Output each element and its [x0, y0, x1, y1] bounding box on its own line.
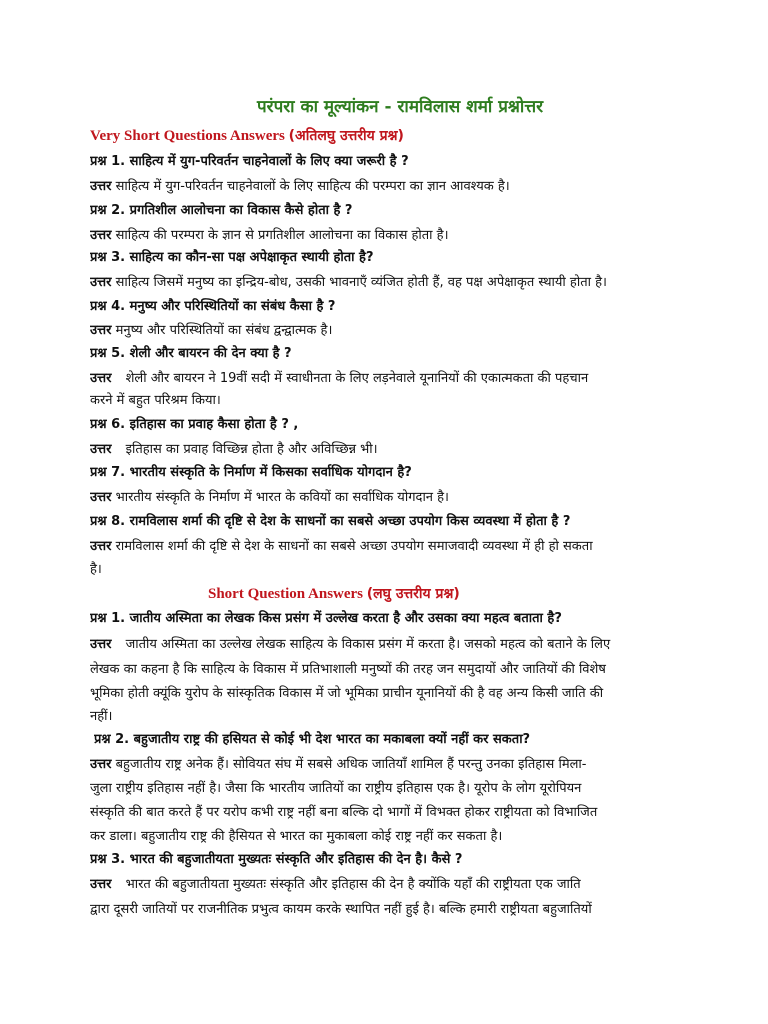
answer-vs-1: [90, 175, 690, 199]
answer-label: उत्तर: [90, 275, 112, 290]
answer-text: मनुष्य और परिस्थितियों का संबंध द्वन्द्वात्मक है।: [115, 323, 333, 338]
answer-text: साहित्य जिसमें मनुष्य का इन्द्रिय-बोध, उसकी भावनाएँ व्यंजित होती हैं, वह पक्ष अपेक्षाकृत स्थायी होता है।: [115, 275, 607, 290]
question-vs-1: प्रश्न 1. साहित्य में युग-परिवर्तन चाहनेवालों के लिए क्या जरूरी है ?: [90, 154, 409, 169]
section-heading-hindi: (अतिलघु उत्तरीय प्रश्न): [288, 128, 404, 144]
answer-vs-2: [90, 224, 690, 248]
question-vs-3: प्रश्न 3. साहित्य का कौन-सा पक्ष अपेक्षाकृत स्थायी होता है?: [90, 250, 374, 265]
question-vs-6: प्रश्न 6. इतिहास का प्रवाह कैसा होता है ? ,: [90, 417, 299, 432]
section-heading-english: Very Short Questions Answers: [90, 128, 289, 144]
answer-s-2-cont-3: कर डाला। बहुजातीय राष्ट्र की हैसियत से भारत का मुकाबला कोई राष्ट्र नहीं कर सकता है।: [90, 829, 503, 844]
answer-text: इतिहास का प्रवाह विच्छिन्न होता है और अविच्छिन्न भी।: [125, 442, 378, 457]
section-heading-short: [208, 582, 460, 606]
answer-label: उत्तर: [90, 228, 112, 243]
answer-vs-5: [90, 367, 690, 391]
answer-vs-8: [90, 535, 690, 559]
answer-s-1-cont-2: भूमिका होती क्यूंकि युरोप के सांस्कृतिक विकास में जो भूमिका प्राचीन यूनानियों की है वह अन्य किसी जाति की: [90, 686, 604, 701]
answer-label: उत्तर: [90, 179, 112, 194]
answer-s-2-cont-1: जुला राष्ट्रीय इतिहास नहीं है। जैसा कि भारतीय जातियों का राष्ट्रीय इतिहास एक है। यूरोप के लोग यूरोपियन: [90, 781, 582, 796]
question-s-3: प्रश्न 3. भारत की बहुजातीयता मुख्यतः संस्कृति और इतिहास की देन है। कैसे ?: [90, 852, 463, 867]
answer-text: भारत की बहुजातीयता मुख्यतः संस्कृति और इतिहास की देन है क्योंकि यहाँ की राष्ट्रीयता एक जाति: [125, 877, 581, 892]
answer-vs-5-cont: करने में बहुत परिश्रम किया।: [90, 393, 221, 408]
section-heading-hindi: (लघु उत्तरीय प्रश्न): [366, 586, 460, 602]
question-vs-7: प्रश्न 7. भारतीय संस्कृति के निर्माण में किसका सर्वाधिक योगदान है?: [90, 465, 412, 480]
answer-text: रामविलास शर्मा की दृष्टि से देश के साधनों का सबसे अच्छा उपयोग समाजवादी व्यवस्था में ही हो सकता: [115, 539, 593, 554]
page-title: परंपरा का मूल्यांकन - रामविलास शर्मा प्रश्नोत्तर: [256, 97, 544, 117]
answer-label: उत्तर: [90, 539, 112, 554]
answer-label: उत्तर: [90, 323, 112, 338]
answer-text: भारतीय संस्कृति के निर्माण में भारत के कवियों का सर्वाधिक योगदान है।: [115, 490, 449, 505]
answer-vs-8-cont: है।: [90, 562, 102, 577]
answer-text: साहित्य की परम्परा के ज्ञान से प्रगतिशील आलोचना का विकास होता है।: [115, 228, 449, 243]
answer-vs-7: [90, 486, 690, 510]
answer-s-3: [90, 873, 690, 897]
answer-text: शेली और बायरन ने 19वीं सदी में स्वाधीनता के लिए लड़नेवाले यूनानियों की एकात्मकता की पहचान: [125, 371, 589, 386]
answer-s-1-cont-1: लेखक का कहना है कि साहित्य के विकास में प्रतिभाशाली मनुष्यों की तरह जन समुदायों और जातियों की विशेष: [90, 662, 606, 677]
question-vs-5: प्रश्न 5. शेली और बायरन की देन क्या है ?: [90, 346, 292, 361]
question-vs-4: प्रश्न 4. मनुष्य और परिस्थितियों का संबंध कैसा है ?: [90, 299, 336, 314]
answer-vs-6: [90, 438, 690, 462]
answer-label: उत्तर: [90, 490, 112, 505]
answer-s-2-cont-2: संस्कृति की बात करते हैं पर यरोप कभी राष्ट्र नहीं बना बल्कि दो भागों में विभक्त होकर राष्ट्रीयता को विभाजित: [90, 805, 598, 820]
question-s-1: प्रश्न 1. जातीय अस्मिता का लेखक किस प्रसंग में उल्लेख करता है और उसका क्या महत्व बताता है?: [90, 611, 562, 626]
answer-label: उत्तर: [90, 637, 112, 652]
answer-s-1: [90, 633, 690, 657]
question-vs-8: प्रश्न 8. रामविलास शर्मा की दृष्टि से देश के साधनों का सबसे अच्छा उपयोग किस व्यवस्था में होता है ?: [90, 514, 571, 529]
answer-label: उत्तर: [90, 757, 112, 772]
answer-vs-3: [90, 271, 690, 295]
answer-label: उत्तर: [90, 442, 112, 457]
answer-text: बहुजातीय राष्ट्र अनेक हैं। सोवियत संघ में सबसे अधिक जातियाँ शामिल हैं परन्तु उनका इतिहास मिला-: [115, 757, 587, 772]
answer-s-3-cont-1: द्वारा दूसरी जातियों पर राजनीतिक प्रभुत्व कायम करके स्थापित नहीं हुई है। बल्कि हमारी राष्ट्रीयता बहुजातियों: [90, 902, 592, 917]
answer-s-1-cont-3: नहीं।: [90, 709, 113, 724]
answer-text: साहित्य में युग-परिवर्तन चाहनेवालों के लिए साहित्य की परम्परा का ज्ञान आवश्यक है।: [115, 179, 510, 194]
question-vs-2: प्रश्न 2. प्रगतिशील आलोचना का विकास कैसे होता है ?: [90, 203, 353, 218]
answer-text: जातीय अस्मिता का उल्लेख लेखक साहित्य के विकास प्रसंग में करता है। जसको महत्व को बताने के लिए: [125, 637, 611, 652]
answer-label: उत्तर: [90, 371, 112, 386]
answer-vs-4: [90, 319, 690, 343]
answer-label: उत्तर: [90, 877, 112, 892]
section-heading-english: Short Question Answers: [208, 586, 367, 602]
section-heading-very-short: [90, 124, 404, 148]
answer-s-2: [90, 753, 690, 777]
question-s-2: प्रश्न 2. बहुजातीय राष्ट्र की हसियत से कोई भी देश भारत का मकाबला क्यों नहीं कर सकता?: [94, 732, 531, 747]
